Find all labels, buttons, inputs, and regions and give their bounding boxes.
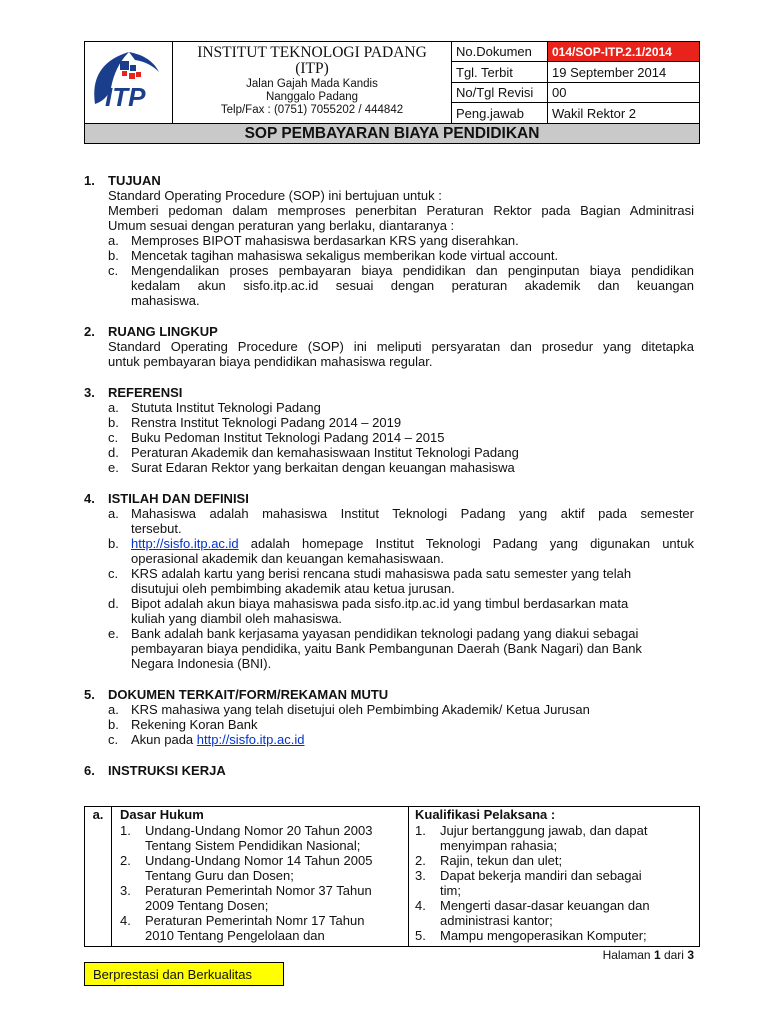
section-instruksi-kerja bbox=[84, 763, 694, 778]
meta-label: Tgl. Terbit bbox=[452, 62, 548, 83]
meta-label: No.Dokumen bbox=[452, 42, 548, 62]
phone-fax: Telp/Fax : (0751) 7055202 / 444842 bbox=[220, 104, 404, 116]
list-item: a. Stututa Institut Teknologi Padang bbox=[108, 400, 321, 415]
institution-name: INSTITUT TEKNOLOGI PADANG bbox=[197, 44, 427, 61]
meta-value: Wakil Rektor 2 bbox=[552, 105, 637, 121]
section-heading: 1. TUJUAN bbox=[84, 173, 161, 188]
svg-text:ITP: ITP bbox=[105, 82, 146, 112]
list-item: 1. Jujur bertanggung jawab, dan dapat menyimpan rahasia; bbox=[415, 823, 648, 853]
document-title: SOP PEMBAYARAN BIAYA PENDIDIKAN bbox=[85, 123, 699, 143]
page-number: Halaman 1 dari 3 bbox=[602, 948, 694, 962]
section-heading: 6. INSTRUKSI KERJA bbox=[84, 763, 226, 778]
paragraph: Memberi pedoman dalam memproses penerbitan Peraturan Rektor pada Bagian Adminitrasi bbox=[108, 203, 694, 218]
meta-label: No/Tgl Revisi bbox=[452, 82, 548, 103]
paragraph: Standard Operating Procedure (SOP) ini bertujuan untuk : bbox=[108, 188, 442, 203]
address-city: Nanggalo Padang bbox=[265, 91, 359, 103]
meta-value: 19 September 2014 bbox=[548, 62, 700, 83]
list-item: b. Mencetak tagihan mahasiswa sekaligus memberikan kode virtual account. bbox=[108, 248, 559, 263]
list-item: e. Bank adalah bank kerjasama yayasan pendidikan teknologi padang yang diakui sebagai pembayaran biaya pendidika, yaitu Bank Pembangunan Daerah (Bank Nagari) dan Bank Negara Indonesia (BNI). bbox=[108, 626, 642, 671]
section-heading: 2. RUANG LINGKUP bbox=[84, 324, 218, 339]
meta-row bbox=[452, 62, 699, 83]
list-item: c. KRS adalah kartu yang berisi rencana studi mahasiswa pada satu semester yang telah disutujui oleh pembimbing akademik atau ketua jurusan. bbox=[108, 566, 632, 596]
list-item: c. Buku Pedoman Institut Teknologi Padang 2014 – 2015 bbox=[108, 430, 445, 445]
document-number: 014/SOP-ITP.2.1/2014 bbox=[548, 42, 700, 62]
section-istilah bbox=[84, 491, 694, 671]
list-item: b. http://sisfo.itp.ac.id adalah homepage Institut Teknologi Padang yang digunakan untuk operasional akademik dan keuangan kemahasiswaan. bbox=[108, 536, 694, 566]
sisfo-link[interactable]: http://sisfo.itp.ac.id bbox=[196, 732, 305, 747]
list-item: 1. Undang-Undang Nomor 20 Tahun 2003 Tentang Sistem Pendidikan Nasional; bbox=[120, 823, 373, 853]
dasar-hukum-cell bbox=[112, 807, 409, 946]
list-item: 5. Mampu mengoperasikan Komputer; bbox=[415, 928, 647, 943]
sisfo-link[interactable]: http://sisfo.itp.ac.id bbox=[131, 536, 239, 551]
list-item: c. Akun pada http://sisfo.itp.ac.id bbox=[108, 732, 305, 747]
list-item: d. Peraturan Akademik dan kemahasiswaan Institut Teknologi Padang bbox=[108, 445, 519, 460]
section-heading: 3. REFERENSI bbox=[84, 385, 183, 400]
list-item: c. Mengendalikan proses pembayaran biaya pendidikan dan penginputan biaya pendidikan kedalam akun sisfo.itp.ac.id sesuai dengan peraturan akademik dan keuangan mahasiswa. bbox=[108, 263, 694, 308]
section-ruang-lingkup bbox=[84, 324, 694, 369]
section-dokumen-terkait bbox=[84, 687, 694, 747]
itp-logo bbox=[85, 42, 173, 123]
list-item: e. Surat Edaran Rektor yang berkaitan dengan keuangan mahasiswa bbox=[108, 460, 515, 475]
meta-row bbox=[452, 82, 699, 103]
document-header bbox=[84, 41, 700, 144]
paragraph: Standard Operating Procedure (SOP) ini meliputi persyaratan dan prosedur yang ditetapka bbox=[108, 339, 694, 354]
list-item: a. KRS mahasiwa yang telah disetujui oleh Pembimbing Akademik/ Ketua Jurusan bbox=[108, 702, 590, 717]
address-line: Jalan Gajah Mada Kandis bbox=[246, 78, 378, 90]
instruction-table bbox=[84, 806, 700, 947]
institution-abbrev: (ITP) bbox=[295, 60, 329, 77]
kualifikasi-cell bbox=[410, 807, 699, 946]
list-item: 2. Rajin, tekun dan ulet; bbox=[415, 853, 563, 868]
list-item: 2. Undang-Undang Nomor 14 Tahun 2005 Tentang Guru dan Dosen; bbox=[120, 853, 373, 883]
list-item: d. Bipot adalah akun biaya mahasiswa pada sisfo.itp.ac.id yang timbul berdasarkan mata kuliah yang diambil oleh mahasiswa. bbox=[108, 596, 629, 626]
list-item: b. Renstra Institut Teknologi Padang 2014 – 2019 bbox=[108, 415, 402, 430]
cell-heading: Dasar Hukum bbox=[120, 807, 204, 822]
list-item: 4. Mengerti dasar-dasar keuangan dan administrasi kantor; bbox=[415, 898, 650, 928]
meta-value: 00 bbox=[548, 82, 700, 103]
meta-label: Peng.jawab bbox=[452, 103, 548, 123]
section-referensi bbox=[84, 385, 694, 475]
section-tujuan bbox=[84, 173, 694, 308]
list-item: 3. Dapat bekerja mandiri dan sebagai tim; bbox=[415, 868, 642, 898]
row-label: a. bbox=[85, 807, 112, 946]
cell-heading: Kualifikasi Pelaksana : bbox=[415, 807, 556, 822]
list-item: 4. Peraturan Pemerintah Nomr 17 Tahun 2010 Tentang Pengelolaan dan bbox=[120, 913, 365, 943]
list-item: a. Memproses BIPOT mahasiswa berdasarkan KRS yang diserahkan. bbox=[108, 233, 519, 248]
institution-block bbox=[173, 42, 452, 123]
document-meta-table bbox=[452, 42, 699, 123]
paragraph: untuk pembayaran biaya pendidikan mahasiswa regular. bbox=[108, 354, 433, 369]
list-item: a. Mahasiswa adalah mahasiswa Institut Teknologi Padang yang aktif pada semester tersebut. bbox=[108, 506, 694, 536]
motto-box: Berprestasi dan Berkualitas bbox=[84, 962, 284, 986]
itp-logo-icon bbox=[85, 42, 172, 123]
section-heading: 4. ISTILAH DAN DEFINISI bbox=[84, 491, 249, 506]
list-item: 3. Peraturan Pemerintah Nomor 37 Tahun 2009 Tentang Dosen; bbox=[120, 883, 372, 913]
list-item: b. Rekening Koran Bank bbox=[108, 717, 258, 732]
section-heading: 5. DOKUMEN TERKAIT/FORM/REKAMAN MUTU bbox=[84, 687, 389, 702]
paragraph: Umum sesuai dengan peraturan yang berlaku, diantaranya : bbox=[108, 218, 455, 233]
meta-row bbox=[452, 103, 699, 123]
document-body bbox=[84, 173, 694, 794]
meta-row bbox=[452, 42, 699, 62]
